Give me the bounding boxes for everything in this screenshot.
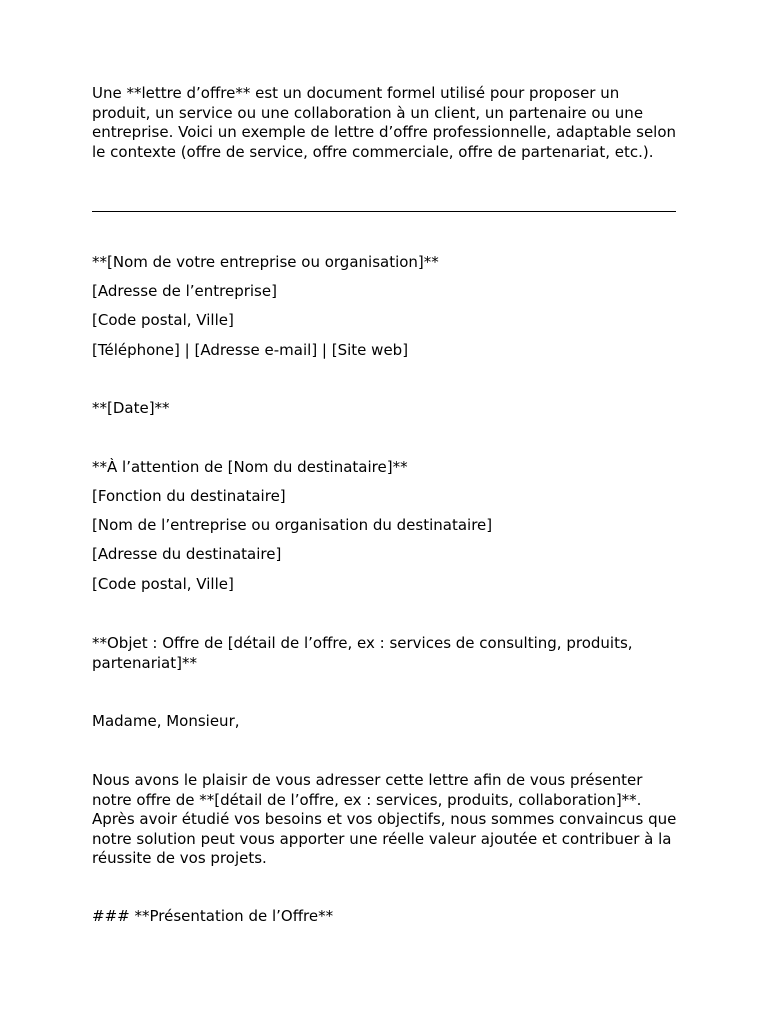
- intro-paragraph: Une **lettre d’offre** est un document formel utilisé pour proposer un produit, un service ou une collaboration à un client, un partenaire ou une entreprise. Voici un exemple de lettre d’offre professionnelle, adaptable selon le contexte (offre de service, offre commerciale, offre de partenariat, etc.).: [92, 84, 677, 161]
- horizontal-divider: [92, 211, 676, 212]
- body-paragraph: Nous avons le plaisir de vous adresser cette lettre afin de vous présenter notre offre de **[détail de l’offre, ex : services, produits, collaboration]**. Après avoir étudié vos besoins et vos objectifs, nous sommes convaincus que notre solution peut vous apporter une réelle valeur ajoutée et contribuer à la réussite de vos projets.: [92, 771, 677, 868]
- sender-postal-city: [Code postal, Ville]: [92, 311, 234, 329]
- sender-address: [Adresse de l’entreprise]: [92, 282, 277, 300]
- letter-date: **[Date]**: [92, 399, 170, 417]
- recipient-attention: **À l’attention de [Nom du destinataire]**: [92, 458, 408, 476]
- letter-subject: **Objet : Offre de [détail de l’offre, ex : services de consulting, produits, partenariat]**: [92, 634, 633, 672]
- sender-contact: [Téléphone] | [Adresse e-mail] | [Site web]: [92, 341, 409, 359]
- salutation: Madame, Monsieur,: [92, 712, 240, 730]
- recipient-address: [Adresse du destinataire]: [92, 545, 282, 563]
- recipient-postal-city: [Code postal, Ville]: [92, 575, 234, 593]
- recipient-function: [Fonction du destinataire]: [92, 487, 286, 505]
- recipient-organization: [Nom de l’entreprise ou organisation du destinataire]: [92, 516, 493, 534]
- sender-name: **[Nom de votre entreprise ou organisation]**: [92, 253, 439, 271]
- section-heading: ### **Présentation de l’Offre**: [92, 907, 334, 925]
